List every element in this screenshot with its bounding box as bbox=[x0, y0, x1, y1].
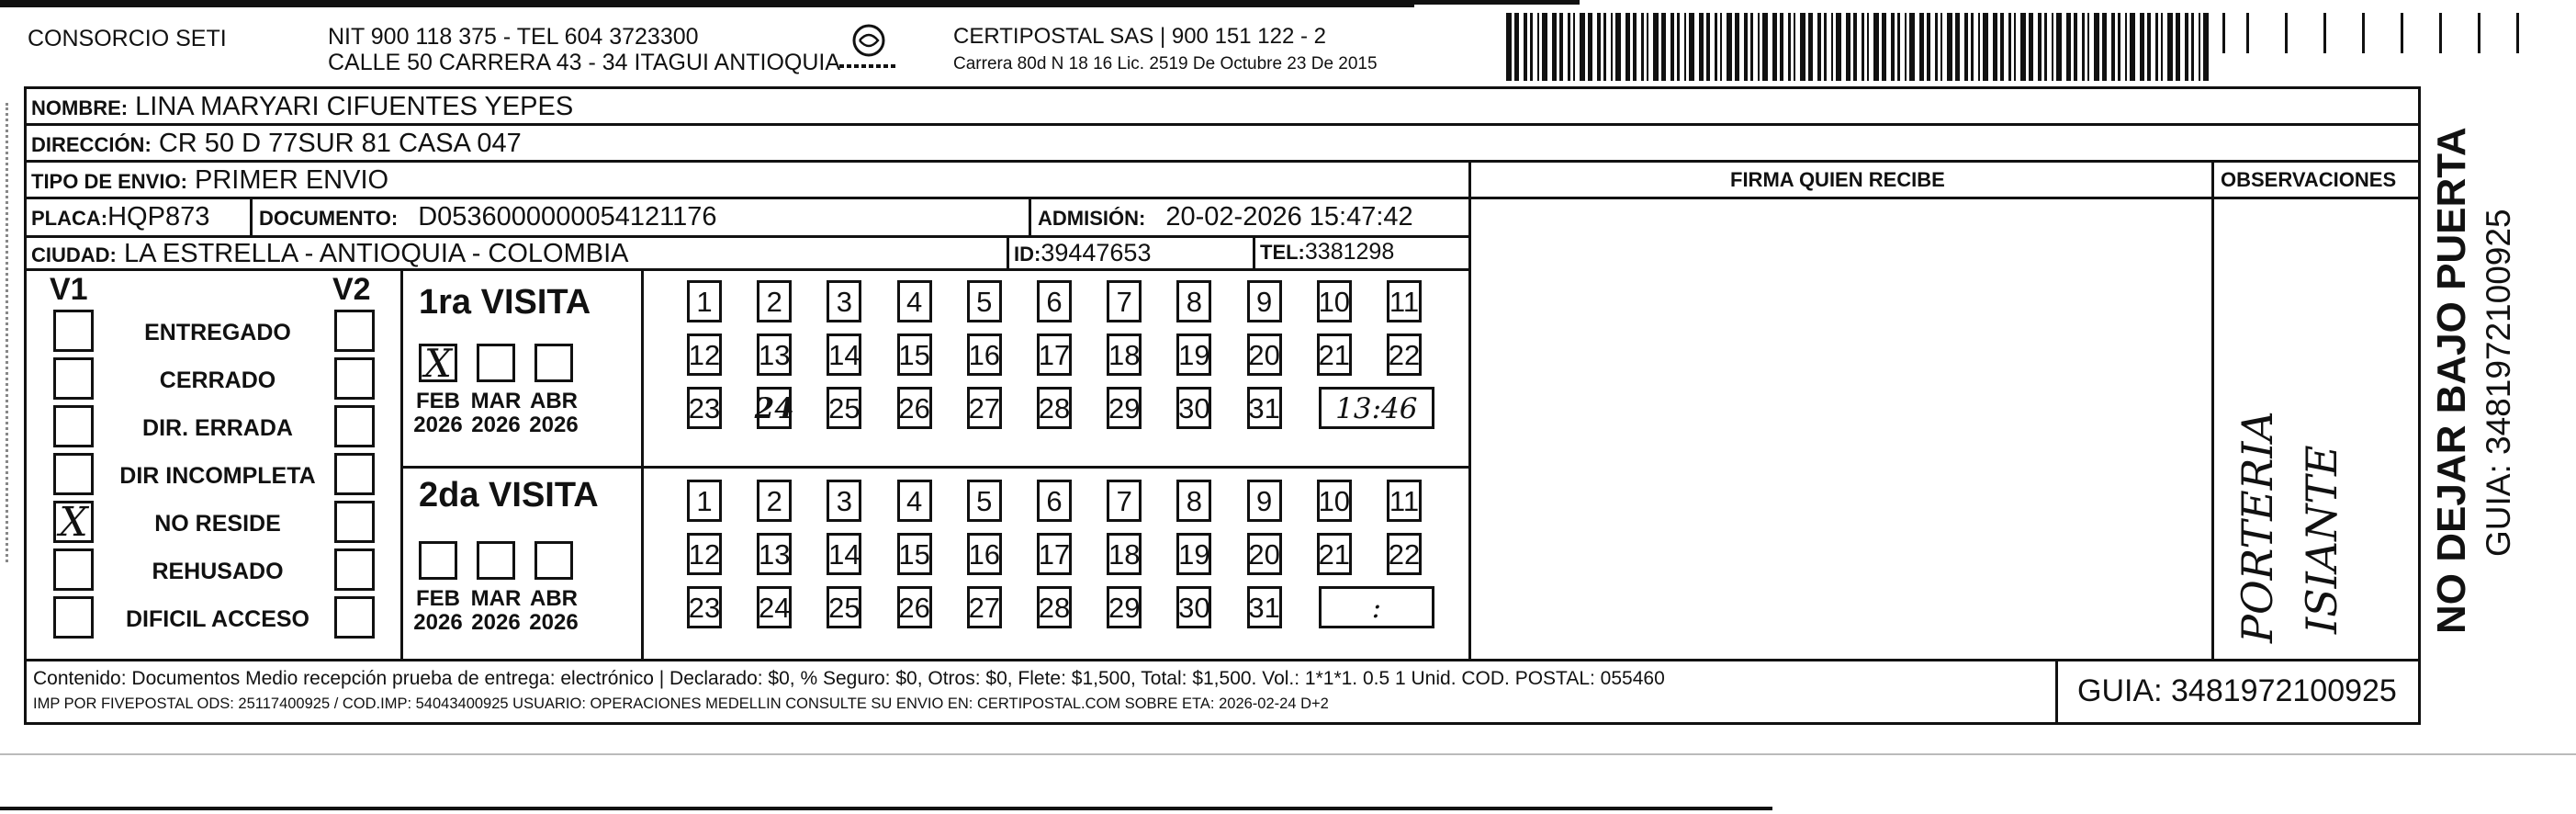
plate-label: PLACA: bbox=[31, 207, 108, 230]
nit-line: NIT 900 118 375 - TEL 604 3723300 bbox=[328, 24, 699, 50]
id-number: 39447653 bbox=[1041, 239, 1152, 266]
barcode-bar bbox=[1653, 13, 1659, 81]
month-label bbox=[526, 587, 581, 636]
visit1-title: 1ra VISITA bbox=[419, 283, 591, 322]
barcode-bar bbox=[1947, 13, 1952, 81]
status-v1-checkbox[interactable] bbox=[53, 453, 94, 495]
barcode-bar bbox=[2191, 13, 2194, 81]
day-cell[interactable]: 13 bbox=[757, 533, 792, 575]
status-label: ENTREGADO bbox=[144, 320, 291, 345]
admission-date: 20-02-2026 15:47:42 bbox=[1165, 202, 1413, 232]
barcode-bar bbox=[2140, 13, 2144, 81]
id-row bbox=[1014, 241, 1151, 266]
month-name: ABR bbox=[530, 389, 578, 413]
admission-label: ADMISIÓN: bbox=[1038, 207, 1146, 230]
day-cell[interactable]: 3 bbox=[827, 280, 861, 322]
grid-line bbox=[641, 268, 644, 659]
barcode-bar bbox=[2125, 13, 2127, 81]
grid-line bbox=[1007, 235, 1009, 268]
barcode-bar bbox=[1633, 13, 1637, 81]
barcode-bar bbox=[1706, 13, 1710, 81]
month-year: 2026 bbox=[529, 413, 579, 438]
barcode-bar bbox=[2094, 13, 2099, 81]
barcode-bar bbox=[1537, 13, 1539, 81]
observation-handwritten-1: PORTERIA bbox=[2233, 411, 2282, 643]
grid-line bbox=[24, 659, 2421, 661]
day-cell[interactable]: 27 bbox=[967, 387, 1002, 429]
barcode-bar bbox=[1919, 13, 1924, 81]
day-cell[interactable]: 17 bbox=[1037, 334, 1072, 376]
status-label: REHUSADO bbox=[152, 559, 284, 584]
month-name: FEB bbox=[416, 389, 460, 413]
barcode-bar bbox=[1689, 13, 1694, 81]
day-cell[interactable]: 30 bbox=[1176, 586, 1211, 628]
day-cell[interactable]: 8 bbox=[1176, 480, 1211, 522]
certipostal-license: Carrera 80d N 18 16 Lic. 2519 De Octubre 23 De 2015 bbox=[953, 54, 1378, 73]
barcode-bar bbox=[2323, 13, 2326, 53]
status-v1-checkbox[interactable] bbox=[53, 357, 94, 400]
day-cell[interactable]: 9 bbox=[1247, 480, 1282, 522]
grid-line bbox=[1029, 197, 1031, 235]
plate-row bbox=[31, 204, 209, 231]
barcode-bar bbox=[1559, 13, 1563, 81]
barcode-bar bbox=[1750, 13, 1753, 81]
no-dejar-bajo-puerta: NO DEJAR BAJO PUERTA bbox=[2429, 127, 2474, 634]
barcode-bar bbox=[1940, 13, 1942, 81]
day-cell[interactable]: 21 bbox=[1317, 334, 1352, 376]
barcode-bar bbox=[1715, 13, 1717, 81]
day-cell[interactable]: 14 bbox=[827, 334, 861, 376]
month-name: MAR bbox=[470, 389, 522, 413]
barcode-bar bbox=[2167, 13, 2173, 81]
month-year: 2026 bbox=[413, 413, 463, 438]
barcode-bar bbox=[1744, 13, 1748, 81]
bottom-band bbox=[0, 807, 1772, 810]
barcode-bar bbox=[1758, 13, 1760, 81]
document-label: DOCUMENTO: bbox=[259, 207, 399, 230]
day-cell[interactable]: 6 bbox=[1037, 480, 1072, 522]
day-cell[interactable]: 14 bbox=[827, 533, 861, 575]
day-cell[interactable]: 27 bbox=[967, 586, 1002, 628]
day-cell[interactable]: 11 bbox=[1387, 280, 1422, 322]
day-cell[interactable]: 1 bbox=[687, 480, 722, 522]
day-cell[interactable]: 21 bbox=[1317, 533, 1352, 575]
barcode-bar bbox=[2052, 13, 2053, 81]
day-cell[interactable]: 29 bbox=[1107, 586, 1142, 628]
barcode-bar bbox=[1772, 13, 1777, 81]
day-cell[interactable]: 28 bbox=[1037, 586, 1072, 628]
barcode-bar bbox=[1727, 13, 1732, 81]
barcode-bar bbox=[2082, 13, 2085, 81]
barcode-bar bbox=[2401, 13, 2403, 53]
status-v1-checkbox[interactable]: X bbox=[53, 501, 94, 543]
month-label bbox=[468, 390, 523, 438]
id-label: ID: bbox=[1014, 243, 1041, 266]
observations-header: OBSERVACIONES bbox=[2221, 168, 2397, 191]
barcode-bar bbox=[2130, 13, 2135, 81]
day-cell[interactable]: 24 bbox=[757, 387, 792, 429]
status-v1-checkbox[interactable] bbox=[53, 310, 94, 352]
month-year: 2026 bbox=[529, 610, 579, 636]
day-cell[interactable]: 20 bbox=[1247, 533, 1282, 575]
barcode-bar bbox=[1699, 13, 1704, 81]
barcode-bar bbox=[1800, 13, 1805, 81]
barcode-bar bbox=[1720, 13, 1722, 81]
top-band bbox=[0, 0, 1414, 7]
barcode-bar bbox=[1788, 13, 1791, 81]
day-cell[interactable]: 2 bbox=[757, 280, 792, 322]
barcode-bar bbox=[1514, 13, 1519, 81]
document-row bbox=[259, 204, 716, 231]
month-checkbox-abr[interactable] bbox=[534, 344, 573, 382]
barcode-bar bbox=[2439, 13, 2442, 53]
barcode-bar bbox=[1661, 13, 1666, 81]
barcode-bar bbox=[1542, 13, 1547, 81]
margin-marks bbox=[6, 103, 8, 562]
barcode-bar bbox=[1978, 13, 1980, 81]
grid-line bbox=[2055, 659, 2058, 722]
grid-line bbox=[1253, 235, 1255, 268]
barcode-bar bbox=[1853, 13, 1857, 81]
month-checkbox-mar[interactable] bbox=[477, 541, 515, 580]
tel-row bbox=[1260, 241, 1394, 264]
status-v2-checkbox[interactable] bbox=[334, 357, 375, 400]
admission-row bbox=[1038, 204, 1413, 231]
status-v1-checkbox[interactable] bbox=[53, 548, 94, 591]
barcode-bar bbox=[1927, 13, 1930, 81]
barcode-bar bbox=[2087, 13, 2089, 81]
barcode-bar bbox=[2056, 13, 2062, 81]
barcode-bar bbox=[2102, 13, 2107, 81]
barcode-bar bbox=[2176, 13, 2180, 81]
barcode-bar bbox=[2362, 13, 2365, 53]
day-cell[interactable]: 23 bbox=[687, 586, 722, 628]
day-cell[interactable]: 26 bbox=[897, 387, 932, 429]
month-label bbox=[411, 587, 466, 636]
barcode-bar bbox=[2029, 13, 2033, 81]
grid-line bbox=[24, 86, 2421, 89]
barcode-bar bbox=[2478, 13, 2480, 53]
barcode-bar bbox=[2161, 13, 2163, 81]
day-cell[interactable]: 19 bbox=[1176, 334, 1211, 376]
visit-time-field[interactable]: : bbox=[1319, 586, 1434, 628]
grid-line bbox=[24, 722, 2421, 725]
day-cell[interactable]: 4 bbox=[897, 480, 932, 522]
address-label: DIRECCIÓN: bbox=[31, 133, 152, 156]
grid-line bbox=[24, 160, 2421, 163]
day-cell[interactable]: 25 bbox=[827, 387, 861, 429]
barcode-bar bbox=[1762, 13, 1768, 81]
barcode-bar bbox=[1897, 13, 1900, 81]
barcode-bar bbox=[2020, 13, 2026, 81]
signature-header: FIRMA QUIEN RECIBE bbox=[1730, 168, 1945, 191]
status-label: DIR. ERRADA bbox=[142, 415, 293, 441]
day-cell[interactable]: 22 bbox=[1387, 533, 1422, 575]
status-label: NO RESIDE bbox=[154, 511, 281, 537]
day-cell[interactable]: 23 bbox=[687, 387, 722, 429]
status-label: CERRADO bbox=[159, 367, 276, 393]
grid-line bbox=[2418, 86, 2421, 722]
city-row bbox=[31, 241, 629, 267]
month-name: FEB bbox=[416, 586, 460, 611]
grid-line bbox=[24, 197, 1471, 199]
day-cell[interactable]: 18 bbox=[1107, 334, 1142, 376]
barcode-bar bbox=[1625, 13, 1630, 81]
day-cell[interactable]: 1 bbox=[687, 280, 722, 322]
barcode-bar bbox=[2008, 13, 2011, 81]
barcode-bar bbox=[2111, 13, 2115, 81]
barcode-bar bbox=[1891, 13, 1895, 81]
grid-line bbox=[24, 268, 1471, 271]
barcode-bar bbox=[1615, 13, 1621, 81]
barcode-bar bbox=[1735, 13, 1739, 81]
content-line: Contenido: Documentos Medio recepción prueba de entrega: electrónico | Declarado: $0, % Seguro: $0, Otros: $0, Flete: $1,500, Total: $1,500. Vol.: 1*1*1. 0.5 1 Unid. COD. POSTAL: 055460 bbox=[33, 668, 1665, 689]
barcode-bar bbox=[1552, 13, 1557, 81]
barcode-bar bbox=[2044, 13, 2047, 81]
day-cell[interactable]: 7 bbox=[1107, 280, 1142, 322]
barcode-bar bbox=[1993, 13, 1997, 81]
barcode-bar bbox=[1603, 13, 1606, 81]
status-v2-checkbox[interactable] bbox=[334, 501, 375, 543]
day-cell[interactable]: 15 bbox=[897, 334, 932, 376]
day-cell[interactable]: 30 bbox=[1176, 387, 1211, 429]
month-checkbox-feb[interactable]: X bbox=[419, 344, 457, 382]
barcode-bar bbox=[1524, 13, 1527, 81]
bottom-line bbox=[0, 753, 2576, 755]
day-cell[interactable]: 10 bbox=[1317, 480, 1352, 522]
status-v2-checkbox[interactable] bbox=[334, 453, 375, 495]
day-cell[interactable]: 13 bbox=[757, 334, 792, 376]
day-cell[interactable]: 31 bbox=[1247, 586, 1282, 628]
day-cell[interactable]: 19 bbox=[1176, 533, 1211, 575]
day-cell[interactable]: 20 bbox=[1247, 334, 1282, 376]
side-guia: GUIA: 3481972100925 bbox=[2480, 209, 2517, 557]
barcode-bar bbox=[2066, 13, 2071, 81]
barcode-bar bbox=[1867, 13, 1869, 81]
guia-box: GUIA: 3481972100925 bbox=[2077, 673, 2397, 708]
address-row bbox=[31, 130, 522, 157]
barcode bbox=[1506, 13, 2538, 81]
day-cell[interactable]: 29 bbox=[1107, 387, 1142, 429]
day-cell[interactable]: 5 bbox=[967, 280, 1002, 322]
status-label: DIFICIL ACCESO bbox=[125, 606, 309, 632]
day-cell[interactable]: 25 bbox=[827, 586, 861, 628]
barcode-bar bbox=[1846, 13, 1850, 81]
day-cell[interactable]: 22 bbox=[1387, 334, 1422, 376]
name-label: NOMBRE: bbox=[31, 96, 129, 119]
barcode-bar bbox=[2203, 13, 2209, 81]
month-checkbox-mar[interactable] bbox=[477, 344, 515, 382]
day-cell[interactable]: 26 bbox=[897, 586, 932, 628]
day-cell[interactable]: 11 bbox=[1387, 480, 1422, 522]
barcode-bar bbox=[1935, 13, 1938, 81]
status-v1-checkbox[interactable] bbox=[53, 405, 94, 447]
barcode-bar bbox=[1905, 13, 1907, 81]
barcode-bar bbox=[1684, 13, 1686, 81]
barcode-bar bbox=[2000, 13, 2004, 81]
barcode-bar bbox=[2185, 13, 2188, 81]
v1-label: V1 bbox=[50, 272, 88, 307]
visit2-title: 2da VISITA bbox=[419, 476, 599, 514]
day-cell[interactable]: 12 bbox=[687, 334, 722, 376]
barcode-bar bbox=[1506, 13, 1512, 81]
day-cell[interactable]: 12 bbox=[687, 533, 722, 575]
grid-line bbox=[24, 123, 2421, 126]
barcode-bar bbox=[2222, 13, 2225, 53]
recipient-name: LINA MARYARI CIFUENTES YEPES bbox=[135, 92, 574, 121]
barcode-bar bbox=[2074, 13, 2077, 81]
name-row bbox=[31, 94, 573, 120]
month-year: 2026 bbox=[471, 610, 521, 636]
barcode-bar bbox=[1955, 13, 1960, 81]
barcode-bar bbox=[1817, 13, 1821, 81]
barcode-bar bbox=[2147, 13, 2151, 81]
month-checkbox-abr[interactable] bbox=[534, 541, 573, 580]
grid-line bbox=[400, 268, 403, 659]
barcode-bar bbox=[1964, 13, 1968, 81]
visit-time-field[interactable]: 13:46 bbox=[1319, 387, 1434, 429]
observation-handwritten-2: ISIANTE bbox=[2297, 445, 2346, 634]
city: LA ESTRELLA - ANTIOQUIA - COLOMBIA bbox=[123, 239, 629, 268]
barcode-bar bbox=[1568, 13, 1570, 81]
month-label bbox=[411, 390, 466, 438]
certipostal-line: CERTIPOSTAL SAS | 900 151 122 - 2 bbox=[953, 24, 1326, 49]
barcode-bar bbox=[1808, 13, 1813, 81]
send-type-row bbox=[31, 167, 388, 194]
month-checkbox-feb[interactable] bbox=[419, 541, 457, 580]
tel-label: TEL: bbox=[1260, 241, 1305, 264]
document-number: D0536000000054121176 bbox=[418, 202, 717, 232]
day-cell[interactable]: 16 bbox=[967, 533, 1002, 575]
barcode-bar bbox=[1597, 13, 1601, 81]
barcode-bar bbox=[2246, 13, 2249, 53]
day-cell[interactable]: 10 bbox=[1317, 280, 1352, 322]
day-cell[interactable]: 28 bbox=[1037, 387, 1072, 429]
day-cell[interactable]: 24 bbox=[757, 586, 792, 628]
city-label: CIUDAD: bbox=[31, 243, 117, 266]
barcode-bar bbox=[1873, 13, 1879, 81]
signature-area[interactable] bbox=[1471, 199, 2211, 659]
day-cell[interactable]: 8 bbox=[1176, 280, 1211, 322]
month-label bbox=[468, 587, 523, 636]
barcode-bar bbox=[1677, 13, 1680, 81]
month-name: ABR bbox=[530, 586, 578, 611]
grid-line bbox=[24, 86, 27, 722]
barcode-bar bbox=[2155, 13, 2158, 81]
barcode-bar bbox=[2118, 13, 2120, 81]
month-label bbox=[526, 390, 581, 438]
barcode-bar bbox=[1882, 13, 1886, 81]
day-cell[interactable]: 6 bbox=[1037, 280, 1072, 322]
barcode-bar bbox=[2038, 13, 2042, 81]
day-cell[interactable]: 5 bbox=[967, 480, 1002, 522]
barcode-bar bbox=[1647, 13, 1648, 81]
company-name: CONSORCIO SETI bbox=[28, 26, 227, 51]
grid-line bbox=[250, 197, 253, 235]
day-cell[interactable]: 2 bbox=[757, 480, 792, 522]
barcode-bar bbox=[2516, 13, 2519, 53]
status-v2-checkbox[interactable] bbox=[334, 596, 375, 639]
barcode-bar bbox=[1611, 13, 1613, 81]
day-cell[interactable]: 16 bbox=[967, 334, 1002, 376]
status-v2-checkbox[interactable] bbox=[334, 548, 375, 591]
month-year: 2026 bbox=[413, 610, 463, 636]
barcode-bar bbox=[1831, 13, 1833, 81]
status-label: DIR INCOMPLETA bbox=[119, 463, 316, 489]
barcode-bar bbox=[1836, 13, 1841, 81]
barcode-bar bbox=[2199, 13, 2200, 81]
barcode-bar bbox=[2014, 13, 2016, 81]
barcode-bar bbox=[1824, 13, 1827, 81]
day-cell[interactable]: 15 bbox=[897, 533, 932, 575]
barcode-bar bbox=[1909, 13, 1915, 81]
barcode-bar bbox=[1641, 13, 1644, 81]
barcode-bar bbox=[1530, 13, 1533, 81]
barcode-bar bbox=[2285, 13, 2288, 53]
day-cell[interactable]: 7 bbox=[1107, 480, 1142, 522]
barcode-bar bbox=[1580, 13, 1585, 81]
barcode-bar bbox=[1670, 13, 1674, 81]
month-name: MAR bbox=[470, 586, 522, 611]
barcode-bar bbox=[1862, 13, 1864, 81]
day-cell[interactable]: 31 bbox=[1247, 387, 1282, 429]
barcode-bar bbox=[1780, 13, 1783, 81]
month-year: 2026 bbox=[471, 413, 521, 438]
status-v2-checkbox[interactable] bbox=[334, 405, 375, 447]
imp-line: IMP POR FIVEPOSTAL ODS: 25117400925 / COD.IMP: 54043400925 USUARIO: OPERACIONES MEDELLIN CONSULTE SU ENVIO EN: CERTIPOSTAL.COM SOBRE ETA: 2026-02-24 D+2 bbox=[33, 695, 1329, 712]
certipostal-logo-icon bbox=[834, 22, 904, 75]
barcode-bar bbox=[1794, 13, 1795, 81]
barcode-bar bbox=[1573, 13, 1575, 81]
day-cell[interactable]: 9 bbox=[1247, 280, 1282, 322]
barcode-bar bbox=[1971, 13, 1974, 81]
day-cell[interactable]: 3 bbox=[827, 480, 861, 522]
barcode-bar bbox=[1983, 13, 1988, 81]
barcode-bar bbox=[1588, 13, 1592, 81]
send-type: PRIMER ENVIO bbox=[194, 165, 389, 195]
status-v2-checkbox[interactable] bbox=[334, 310, 375, 352]
tel-number: 3381298 bbox=[1304, 239, 1395, 265]
plate: HQP873 bbox=[107, 202, 210, 232]
day-cell[interactable]: 17 bbox=[1037, 533, 1072, 575]
address-line: CALLE 50 CARRERA 43 - 34 ITAGUI ANTIOQUIA bbox=[328, 50, 841, 75]
day-cell[interactable]: 18 bbox=[1107, 533, 1142, 575]
grid-line bbox=[400, 466, 1468, 469]
send-type-label: TIPO DE ENVIO: bbox=[31, 170, 187, 193]
day-cell[interactable]: 4 bbox=[897, 280, 932, 322]
recipient-address: CR 50 D 77SUR 81 CASA 047 bbox=[158, 129, 522, 158]
v2-label: V2 bbox=[332, 272, 371, 307]
status-v1-checkbox[interactable] bbox=[53, 596, 94, 639]
top-band bbox=[1414, 0, 1580, 5]
